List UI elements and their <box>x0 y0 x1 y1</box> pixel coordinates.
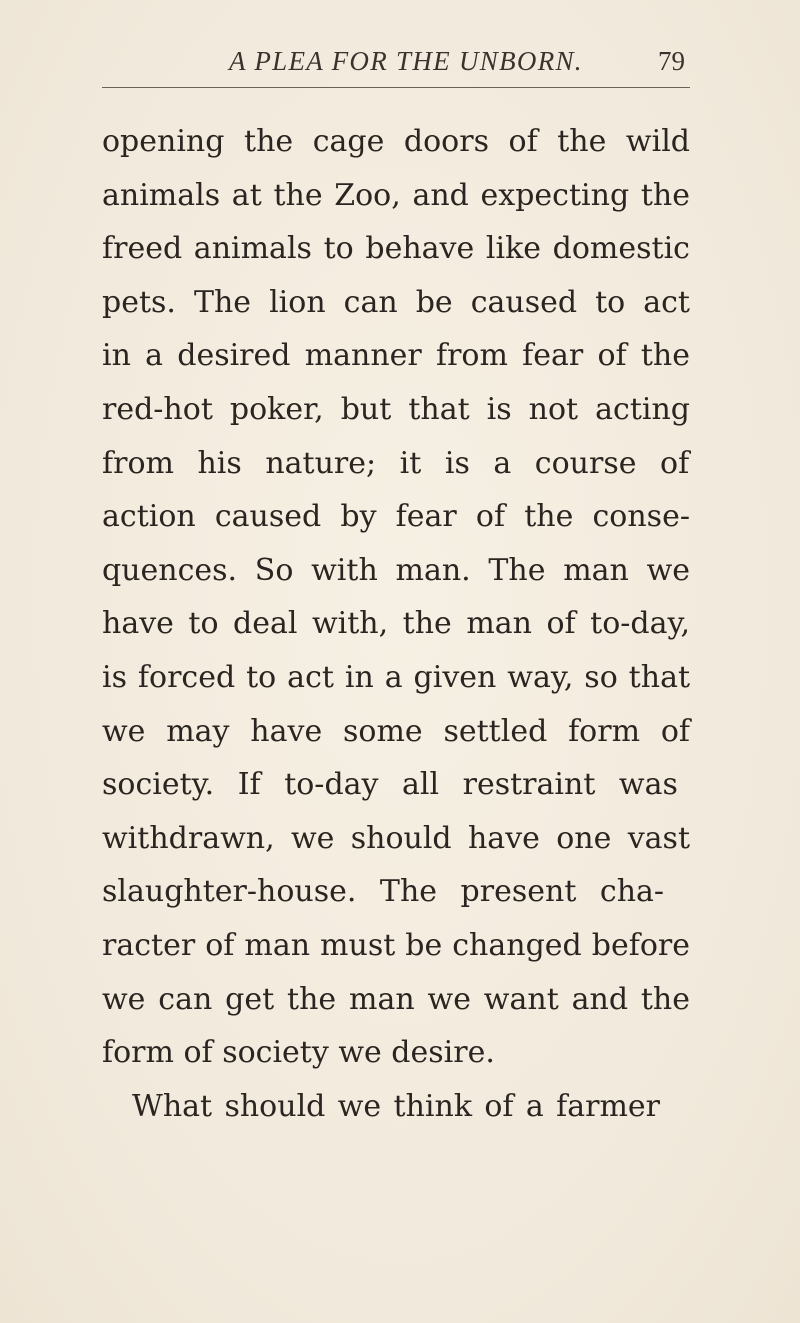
text-line: pets. The lion can be caused to act <box>102 284 690 320</box>
text-line: in a desired manner from fear of the <box>102 338 690 374</box>
text-line: slaughter-house. The present cha- <box>102 874 665 910</box>
text-line: racter of man must be changed before <box>102 927 690 963</box>
text-line: from his nature; it is a course of <box>102 445 690 481</box>
paragraph-start-line: What should we think of a farmer <box>132 1088 661 1124</box>
text-line: red-hot poker, but that is not acting <box>102 391 691 427</box>
text-line: quences. So with man. The man we <box>102 552 691 588</box>
text-line: withdrawn, we should have one vast <box>102 820 691 856</box>
text-line: animals at the Zoo, and expecting the <box>102 177 690 213</box>
text-line: we may have some settled form of <box>102 713 690 749</box>
text-line: have to deal with, the man of to-day, <box>102 606 690 642</box>
text-line: we can get the man we want and the <box>102 981 691 1017</box>
header-rule <box>102 87 690 88</box>
text-line: opening the cage doors of the wild <box>102 124 691 159</box>
text-line: form of society we desire. <box>102 1035 495 1071</box>
text-line: freed animals to behave like domestic <box>102 231 690 267</box>
running-title: A PLEA FOR THE UNBORN. <box>229 46 583 76</box>
text-line: society. If to-day all restraint was <box>102 767 678 803</box>
running-head <box>102 46 687 86</box>
body-text <box>102 115 702 1133</box>
text-line: is forced to act in a given way, so that <box>102 659 691 695</box>
page-number: 79 <box>658 46 685 76</box>
text-line: action caused by fear of the conse- <box>102 499 690 535</box>
